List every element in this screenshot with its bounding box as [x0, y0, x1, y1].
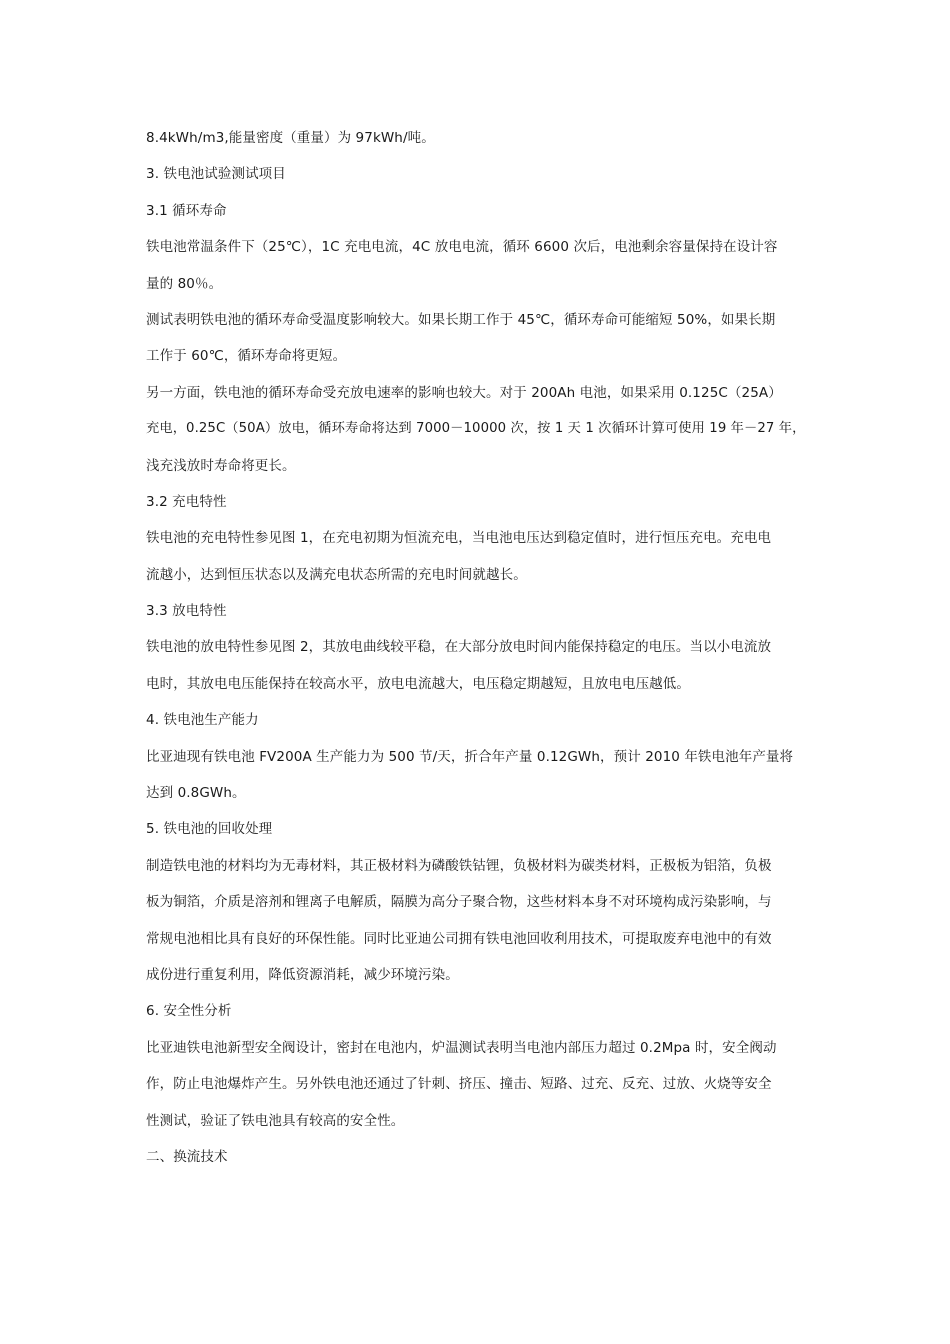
subsection-heading: 3.2 充电特性	[146, 493, 227, 510]
text-line: 铁电池常温条件下（25℃），1C 充电电流，4C 放电电流，循环 6600 次后，电池剩余容量保持在设计容	[146, 239, 778, 256]
text-line: 性测试，验证了铁电池具有较高的安全性。	[146, 1112, 405, 1129]
subsection-heading: 3.1 循环寿命	[146, 202, 227, 219]
text-line: 制造铁电池的材料均为无毒材料，其正极材料为磷酸铁钴锂，负极材料为碳类材料，正极板为铝箔，负极	[146, 857, 772, 874]
text-line: 8.4kWh/m3,能量密度（重量）为 97kWh/吨。	[146, 130, 435, 146]
text-line: 板为铜箔，介质是溶剂和锂离子电解质，隔膜为高分子聚合物，这些材料本身不对环境构成污染影响，与	[146, 894, 772, 911]
text-line: 测试表明铁电池的循环寿命受温度影响较大。如果长期工作于 45℃，循环寿命可能缩短 50%，如果长期	[146, 311, 776, 328]
text-line: 常规电池相比具有良好的环保性能。同时比亚迪公司拥有铁电池回收利用技术，可提取废弃电池中的有效	[146, 930, 772, 947]
text-line: 作，防止电池爆炸产生。另外铁电池还通过了针刺、挤压、撞击、短路、过充、反充、过放、火烧等安全	[146, 1076, 772, 1093]
text-line: 流越小，达到恒压状态以及满充电状态所需的充电时间就越长。	[146, 566, 527, 583]
section-heading: 5. 铁电池的回收处理	[146, 821, 273, 838]
text-line: 充电，0.25C（50A）放电，循环寿命将达到 7000－10000 次，按 1 天 1 次循环计算可使用 19 年－27 年，	[146, 421, 806, 437]
text-line: 铁电池的放电特性参见图 2，其放电曲线较平稳，在大部分放电时间内能保持稳定的电压。当以小电流放	[146, 639, 772, 656]
section-heading: 3. 铁电池试验测试项目	[146, 166, 286, 183]
text-line: 浅充浅放时寿命将更长。	[146, 457, 296, 474]
text-line: 比亚迪铁电池新型安全阀设计，密封在电池内，炉温测试表明当电池内部压力超过 0.2Mpa 时，安全阀动	[146, 1039, 777, 1056]
chapter-heading: 二、换流技术	[146, 1148, 228, 1165]
text-line: 比亚迪现有铁电池 FV200A 生产能力为 500 节/天，折合年产量 0.12GWh，预计 2010 年铁电池年产量将	[146, 748, 794, 765]
text-line: 工作于 60℃，循环寿命将更短。	[146, 348, 347, 365]
text-line: 电时，其放电电压能保持在较高水平，放电电流越大，电压稳定期越短，且放电电压越低。	[146, 675, 690, 692]
subsection-heading: 3.3 放电特性	[146, 603, 227, 620]
text-line: 达到 0.8GWh。	[146, 785, 246, 802]
text-line: 另一方面，铁电池的循环寿命受充放电速率的影响也较大。对于 200Ah 电池，如果采用 0.125C（25A）	[146, 384, 782, 401]
section-heading: 6. 安全性分析	[146, 1003, 232, 1020]
text-line: 铁电池的充电特性参见图 1，在充电初期为恒流充电，当电池电压达到稳定值时，进行恒压充电。充电电	[146, 530, 772, 547]
section-heading: 4. 铁电池生产能力	[146, 712, 259, 729]
document-page	[146, 120, 810, 1175]
text-line: 量的 80％。	[146, 275, 223, 292]
text-line: 成份进行重复利用，降低资源消耗，减少环境污染。	[146, 966, 459, 983]
